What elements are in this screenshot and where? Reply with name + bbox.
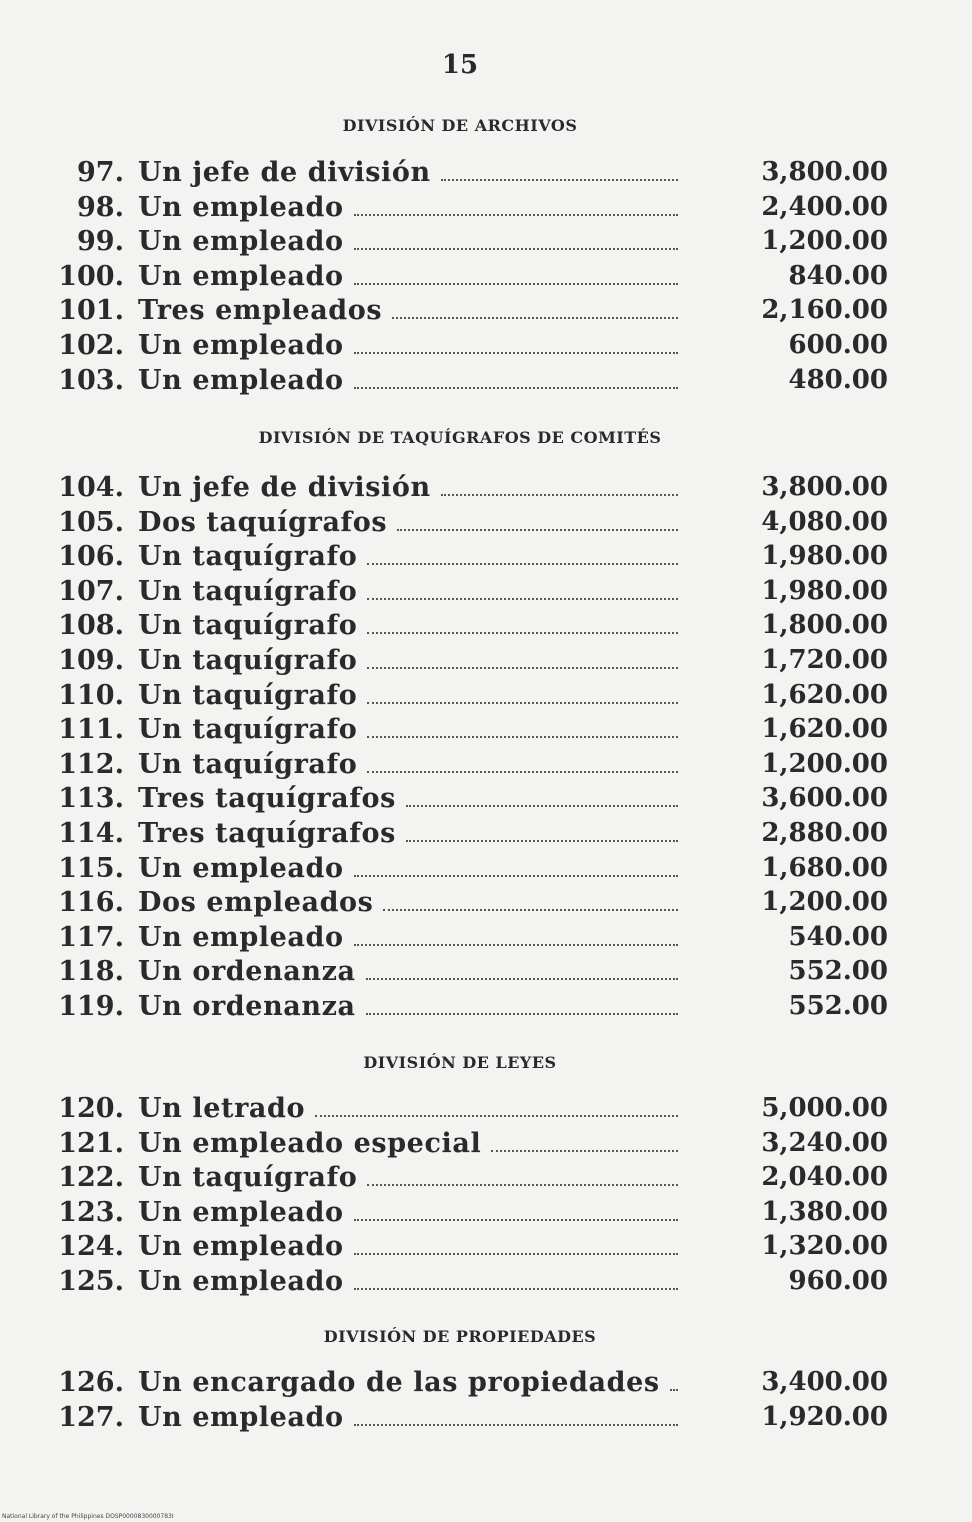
item-amount: 1,620.00 [761, 679, 888, 710]
line-item [0, 1367, 972, 1401]
item-label-text: Dos taquígrafos [138, 506, 388, 538]
line-item [0, 887, 972, 921]
dot-leader [367, 649, 678, 669]
item-label-text: Un empleado [138, 1196, 344, 1228]
item-label [138, 1231, 678, 1262]
item-label [138, 192, 678, 223]
item-amount: 552.00 [788, 991, 888, 1021]
item-amount: 1,380.00 [761, 1196, 888, 1227]
dot-leader [367, 545, 678, 565]
item-number: 117. [58, 921, 124, 953]
item-number: 125. [58, 1266, 124, 1297]
item-number: 118. [58, 956, 124, 988]
item-label-text: Un empleado [138, 1401, 344, 1433]
line-item [0, 1266, 972, 1300]
line-item [0, 922, 972, 956]
item-label-text: Un jefe de división [138, 157, 431, 188]
line-item [0, 507, 972, 541]
line-item [0, 192, 972, 226]
item-label [138, 1162, 678, 1193]
line-item [0, 783, 972, 817]
page-number: 15 [441, 50, 479, 80]
dot-leader [354, 265, 678, 285]
item-amount: 3,800.00 [761, 472, 888, 502]
item-label [138, 157, 678, 188]
line-item [0, 818, 972, 852]
dot-leader [406, 787, 678, 807]
item-amount: 3,600.00 [761, 783, 888, 814]
item-label-text: Tres taquígrafos [138, 783, 396, 815]
item-label [138, 645, 678, 676]
item-number: 114. [58, 818, 124, 849]
dot-leader [354, 196, 678, 216]
item-amount: 1,920.00 [761, 1401, 888, 1432]
line-item [0, 680, 972, 714]
item-label [138, 680, 678, 711]
item-number: 106. [58, 541, 124, 573]
item-label-text: Un empleado [138, 1231, 344, 1263]
item-amount: 2,400.00 [761, 191, 888, 222]
section-heading: DIVISIÓN DE LEYES [363, 1053, 557, 1072]
dot-leader [383, 891, 678, 911]
item-amount: 552.00 [788, 956, 888, 987]
item-label-text: Un jefe de división [138, 472, 431, 503]
line-item [0, 991, 972, 1025]
dot-leader [441, 476, 678, 496]
item-amount: 1,800.00 [761, 610, 888, 641]
dot-leader [366, 960, 678, 980]
item-label-text: Un empleado [138, 1266, 344, 1297]
item-label [138, 922, 678, 953]
item-number: 126. [58, 1367, 124, 1398]
line-item [0, 1093, 972, 1127]
item-number: 109. [58, 645, 124, 676]
item-number: 104. [58, 472, 124, 503]
item-number: 107. [58, 575, 124, 607]
line-item [0, 472, 972, 506]
item-label [138, 576, 678, 607]
line-item [0, 541, 972, 575]
item-number: 124. [58, 1231, 124, 1263]
item-amount: 5,000.00 [761, 1093, 888, 1123]
item-label [138, 1128, 678, 1159]
item-label-text: Un taquígrafo [138, 679, 358, 711]
dot-leader [392, 299, 678, 319]
item-number: 113. [58, 783, 124, 815]
section-heading: DIVISIÓN DE TAQUÍGRAFOS DE COMITÉS [258, 428, 662, 447]
item-label-text: Un taquígrafo [138, 645, 358, 676]
dot-leader [367, 753, 678, 773]
item-number: 119. [58, 991, 124, 1022]
item-label-text: Un taquígrafo [138, 1162, 358, 1194]
item-number: 97. [77, 157, 124, 188]
line-item [0, 295, 972, 329]
line-item [0, 330, 972, 364]
dot-leader [354, 1270, 678, 1290]
item-label-text: Un empleado especial [138, 1127, 482, 1159]
item-label-text: Un ordenanza [138, 956, 356, 988]
item-label-text: Un empleado [138, 191, 344, 223]
item-number: 110. [58, 679, 124, 711]
item-amount: 1,200.00 [761, 748, 888, 779]
line-item [0, 365, 972, 399]
item-label [138, 226, 678, 257]
line-item [0, 576, 972, 610]
item-label [138, 956, 678, 987]
item-label [138, 610, 678, 641]
item-label-text: Un empleado [138, 226, 344, 258]
item-number: 100. [58, 260, 124, 292]
item-label-text: Un empleado [138, 364, 344, 396]
item-label [138, 261, 678, 292]
item-label [138, 365, 678, 396]
section-heading: DIVISIÓN DE ARCHIVOS [342, 116, 578, 135]
item-amount: 1,200.00 [761, 887, 888, 918]
item-label-text: Tres empleados [138, 295, 383, 327]
item-number: 99. [77, 226, 124, 258]
dot-leader [354, 334, 678, 354]
line-item [0, 1162, 972, 1196]
item-label [138, 714, 678, 745]
item-label-text: Un taquígrafo [138, 541, 358, 573]
item-label-text: Un taquígrafo [138, 748, 358, 780]
item-label [138, 853, 678, 884]
item-number: 111. [58, 714, 124, 746]
item-label-text: Un taquígrafo [138, 714, 358, 746]
line-item [0, 157, 972, 191]
item-amount: 2,880.00 [761, 818, 888, 848]
item-amount: 600.00 [788, 330, 888, 360]
item-number: 103. [58, 364, 124, 396]
item-label-text: Tres taquígrafos [138, 818, 396, 849]
item-number: 112. [58, 748, 124, 780]
item-label-text: Un ordenanza [138, 991, 356, 1022]
item-label [138, 330, 678, 361]
line-item [0, 714, 972, 748]
section-heading: DIVISIÓN DE PROPIEDADES [323, 1327, 597, 1346]
item-amount: 3,800.00 [761, 157, 888, 187]
dot-leader [491, 1132, 678, 1152]
dot-leader [366, 995, 678, 1015]
line-item [0, 1402, 972, 1436]
line-item [0, 610, 972, 644]
item-label [138, 1093, 678, 1124]
item-amount: 1,680.00 [761, 852, 888, 883]
item-number: 115. [58, 852, 124, 884]
footer-credit: National Library of the Philippines DOSP0000830000783I [2, 1513, 174, 1520]
dot-leader [367, 614, 678, 634]
item-label [138, 1197, 678, 1228]
line-item [0, 226, 972, 260]
item-number: 121. [58, 1127, 124, 1159]
item-amount: 480.00 [788, 364, 888, 395]
line-item [0, 749, 972, 783]
dot-leader [670, 1371, 678, 1391]
line-item [0, 261, 972, 295]
item-number: 101. [58, 295, 124, 327]
dot-leader [354, 1235, 678, 1255]
item-label [138, 1266, 678, 1297]
item-label [138, 783, 678, 814]
dot-leader [406, 822, 678, 842]
item-label [138, 818, 678, 849]
item-label-text: Un empleado [138, 852, 344, 884]
dot-leader [397, 511, 678, 531]
item-number: 116. [58, 887, 124, 919]
item-amount: 2,160.00 [761, 295, 888, 326]
item-amount: 2,040.00 [761, 1162, 888, 1193]
item-amount: 4,080.00 [761, 506, 888, 537]
dot-leader [354, 926, 678, 946]
item-amount: 3,240.00 [761, 1127, 888, 1158]
item-amount: 1,620.00 [761, 714, 888, 745]
item-amount: 1,980.00 [761, 575, 888, 606]
dot-leader [354, 369, 678, 389]
item-label [138, 295, 678, 326]
item-number: 123. [58, 1196, 124, 1228]
item-label-text: Un encargado de las propiedades [138, 1367, 660, 1398]
dot-leader [367, 718, 678, 738]
item-number: 127. [58, 1401, 124, 1433]
item-label [138, 541, 678, 572]
item-amount: 840.00 [788, 260, 888, 291]
item-label-text: Un empleado [138, 921, 344, 953]
dot-leader [367, 684, 678, 704]
item-label-text: Un letrado [138, 1093, 306, 1124]
item-label [138, 507, 678, 538]
item-label-text: Un empleado [138, 330, 344, 361]
item-number: 105. [58, 506, 124, 538]
line-item [0, 1197, 972, 1231]
item-number: 120. [58, 1093, 124, 1124]
item-amount: 960.00 [788, 1266, 888, 1296]
item-amount: 1,200.00 [761, 226, 888, 257]
dot-leader [354, 1201, 678, 1221]
line-item [0, 853, 972, 887]
item-label-text: Un taquígrafo [138, 610, 358, 642]
item-number: 122. [58, 1162, 124, 1194]
item-label-text: Dos empleados [138, 887, 374, 919]
item-amount: 3,400.00 [761, 1367, 888, 1397]
dot-leader [441, 161, 678, 181]
item-label-text: Un empleado [138, 260, 344, 292]
item-amount: 540.00 [788, 921, 888, 952]
dot-leader [367, 580, 678, 600]
dot-leader [354, 857, 678, 877]
dot-leader [354, 230, 678, 250]
item-number: 98. [77, 191, 124, 223]
item-label [138, 1367, 678, 1398]
item-label-text: Un taquígrafo [138, 575, 358, 607]
item-amount: 1,320.00 [761, 1231, 888, 1262]
item-label [138, 991, 678, 1022]
line-item [0, 645, 972, 679]
dot-leader [367, 1166, 678, 1186]
item-number: 108. [58, 610, 124, 642]
item-amount: 1,720.00 [761, 645, 888, 675]
dot-leader [354, 1406, 678, 1426]
item-number: 102. [58, 330, 124, 361]
line-item [0, 1231, 972, 1265]
item-label [138, 749, 678, 780]
item-label [138, 887, 678, 918]
item-label [138, 472, 678, 503]
dot-leader [315, 1097, 678, 1117]
line-item [0, 1128, 972, 1162]
line-item [0, 956, 972, 990]
item-amount: 1,980.00 [761, 541, 888, 572]
item-label [138, 1402, 678, 1433]
